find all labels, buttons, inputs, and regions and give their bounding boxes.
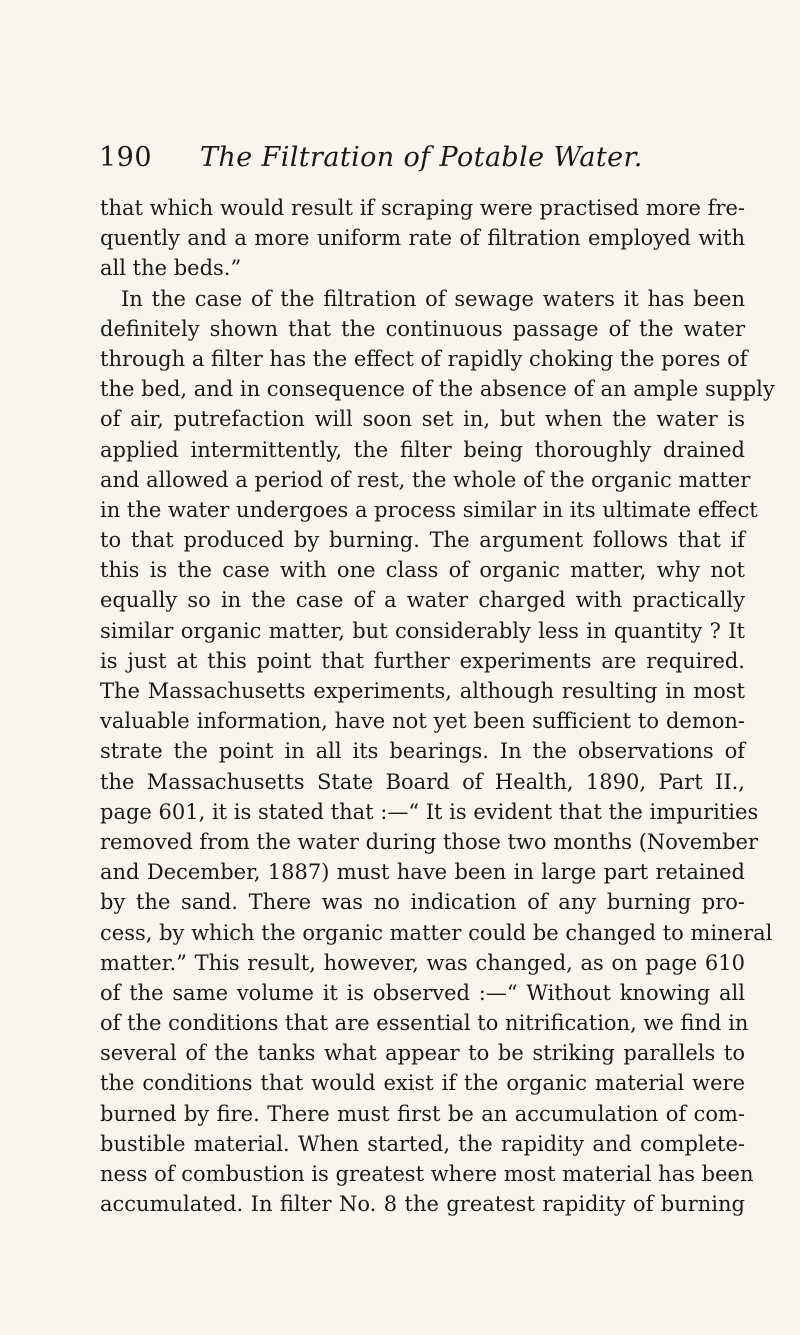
text-line: of the same volume it is observed :—“ Without knowing all [100, 980, 745, 1005]
text-line: all the beds.” [100, 256, 242, 281]
text-line: by the sand. There was no indication of any burning pro- [100, 890, 745, 915]
text-line: strate the point in all its bearings. In the observations of [100, 739, 745, 764]
text-line: the conditions that would exist if the organic material were [100, 1071, 745, 1096]
text-line: ness of combustion is greatest where most material has been [100, 1162, 754, 1186]
text-line: definitely shown that the continuous passage of the water [100, 316, 745, 341]
text-line: in the water undergoes a process similar in its ultimate effect [100, 497, 758, 522]
text-line: valuable information, have not yet been sufficient to demon- [100, 709, 745, 734]
text-line: to that produced by burning. The argument follows that if [100, 528, 745, 553]
text-line: quently and a more uniform rate of filtration employed with [100, 226, 745, 251]
text-line: cess, by which the organic matter could be changed to mineral [100, 920, 773, 945]
text-line: the bed, and in consequence of the absence of an ample supply [100, 377, 775, 402]
body-text [100, 193, 775, 1219]
text-line: of air, putrefaction will soon set in, but when the water is [100, 407, 745, 432]
running-title: The Filtration of Potable Water. [200, 142, 643, 173]
text-line: that which would result if scraping were practised more fre- [100, 196, 745, 220]
text-line: and December, 1887) must have been in large part retained [100, 860, 745, 885]
text-line: removed from the water during those two months (November [100, 829, 759, 854]
text-line: In the case of the filtration of sewage waters it has been [121, 286, 745, 311]
text-line: bustible material. When started, the rapidity and complete- [100, 1131, 745, 1156]
text-line: equally so in the case of a water charged with practically [100, 588, 745, 613]
text-line: matter.” This result, however, was changed, as on page 610 [100, 950, 745, 975]
running-head [99, 138, 739, 178]
text-line: several of the tanks what appear to be striking parallels to [100, 1041, 745, 1066]
text-line: of the conditions that are essential to nitrification, we find in [100, 1011, 749, 1036]
page-number: 190 [99, 142, 153, 173]
text-line: The Massachusetts experiments, although resulting in most [100, 679, 745, 703]
text-line: this is the case with one class of organic matter, why not [100, 558, 745, 583]
text-line: the Massachusetts State Board of Health, 1890, Part II., [100, 769, 745, 794]
text-line: accumulated. In filter No. 8 the greatest rapidity of burning [100, 1192, 745, 1217]
text-line: similar organic matter, but considerably less in quantity ? It [100, 618, 745, 643]
text-line: page 601, it is stated that :—“ It is evident that the impurities [100, 799, 759, 824]
text-line: burned by fire. There must first be an accumulation of com- [100, 1101, 745, 1126]
text-line: is just at this point that further experiments are required. [100, 648, 745, 673]
text-line: applied intermittently, the filter being thoroughly drained [100, 437, 745, 462]
text-line: and allowed a period of rest, the whole of the organic matter [100, 467, 751, 492]
text-line: through a filter has the effect of rapidly choking the pores of [100, 346, 748, 371]
